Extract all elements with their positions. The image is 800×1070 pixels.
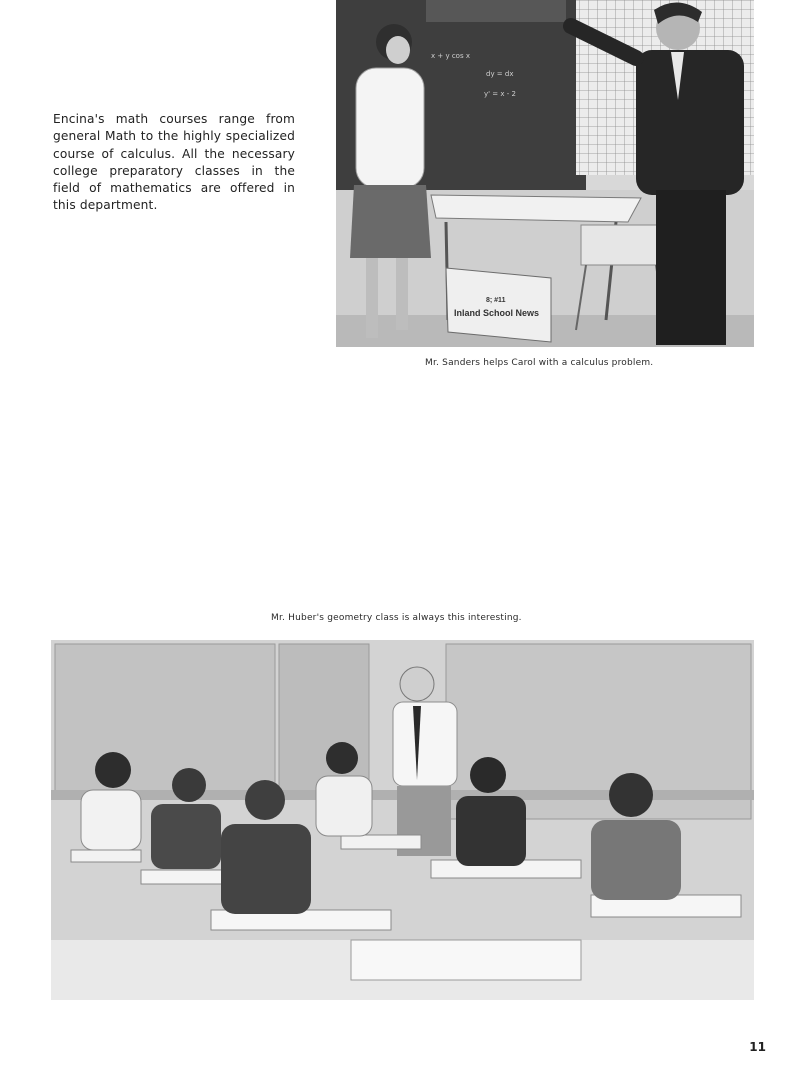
svg-text:dy = dx: dy = dx — [486, 70, 514, 78]
svg-text:y' = x - 2: y' = x - 2 — [484, 90, 516, 98]
photo-geometry-image — [51, 640, 754, 1000]
photo-calculus-blackboard — [336, 0, 754, 347]
photo-geometry-class — [51, 640, 754, 1000]
page-number: 11 — [749, 1040, 766, 1054]
intro-paragraph: Encina's math courses range from general Math to the highly specialized course of calculus. All the necessary college preparatory classes in the field of mathematics are offered in this department. — [53, 112, 295, 213]
caption-geometry: Mr. Huber's geometry class is always this interesting. — [271, 613, 522, 623]
box-number: 8; #11 — [486, 297, 506, 304]
svg-text:x + y cos x: x + y cos x — [431, 52, 470, 60]
photo-calculus-image — [336, 0, 754, 347]
box-label: Inland School News — [454, 308, 540, 318]
caption-calculus: Mr. Sanders helps Carol with a calculus problem. — [425, 358, 654, 368]
